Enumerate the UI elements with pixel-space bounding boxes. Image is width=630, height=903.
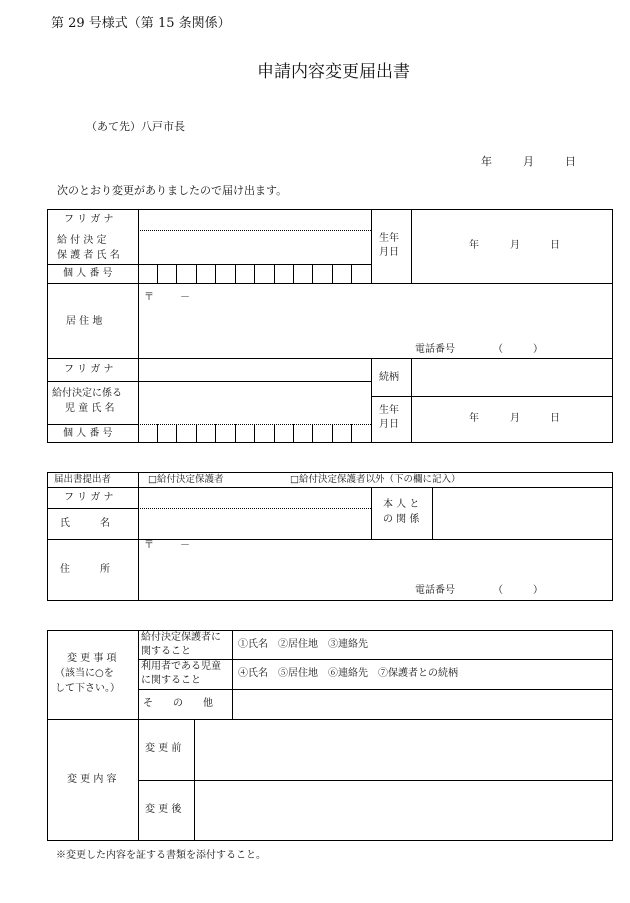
guardian-furigana-label: フ リ ガ ナ: [64, 214, 114, 225]
change-items-label-3: して下さい。）: [55, 683, 120, 694]
submitter-table: [47, 472, 613, 601]
form-number: 第 29 号様式（第 15 条関係）: [51, 16, 231, 31]
submitter-option-other[interactable]: □給付決定保護者以外（下の欄に記入）: [290, 474, 461, 485]
change-content-label: 変 更 内 容: [67, 774, 117, 785]
submitter-name-label: 氏 名: [60, 518, 110, 529]
date-month: 月: [523, 155, 534, 168]
change-before-label: 変 更 前: [145, 743, 182, 754]
child-personal-number-label: 個 人 番 号: [63, 428, 113, 439]
change-row2-label-2: に関すること: [141, 675, 201, 686]
child-birth-day: 日: [550, 413, 560, 424]
guardian-birth-label-2: 月日: [379, 247, 399, 258]
guardian-birth-year: 年: [469, 240, 479, 251]
guardian-personal-number-label: 個 人 番 号: [63, 268, 113, 279]
guardian-name-label-2: 保 護 者 氏 名: [57, 250, 120, 261]
applicant-table: [47, 209, 613, 443]
submitter-option-guardian[interactable]: □給付決定保護者: [148, 474, 224, 485]
submitter-relation-label-1: 本 人 と: [383, 499, 420, 510]
change-items-label-2: （該当に○を: [55, 668, 114, 679]
child-relation-label: 続柄: [379, 372, 399, 383]
guardian-postal-mark: 〒: [144, 292, 154, 303]
submitter-phone-paren: （ ）: [493, 585, 543, 596]
change-row2-label-1: 利用者である児童: [141, 661, 221, 672]
child-name-label-2: 児 童 氏 名: [65, 403, 115, 414]
guardian-postal-dash: －: [180, 292, 190, 303]
footnote: ※変更した内容を証する書類を添付すること。: [56, 850, 266, 861]
child-birth-year: 年: [469, 413, 479, 424]
change-row3-label: そ の 他: [143, 698, 213, 709]
change-after-label: 変 更 後: [145, 804, 182, 815]
intro-text: 次のとおり変更がありましたので届け出ます。: [57, 184, 288, 197]
submitter-furigana-label: フ リ ガ ナ: [64, 492, 114, 503]
child-furigana-label: フ リ ガ ナ: [64, 364, 114, 375]
change-row1-label-2: 関すること: [141, 646, 191, 657]
submitter-postal-dash: －: [180, 540, 190, 551]
submitter-label: 届出書提出者: [54, 474, 112, 485]
changes-table: [47, 630, 613, 841]
change-row1-label-1: 給付決定保護者に: [141, 632, 221, 643]
date-day: 日: [565, 155, 576, 168]
child-name-label-1: 給付決定に係る: [52, 388, 122, 399]
change-items-label-1: 変 更 事 項: [67, 653, 117, 664]
guardian-birth-month: 月: [510, 240, 520, 251]
child-birth-label-2: 月日: [379, 419, 399, 430]
submitter-relation-label-2: の 関 係: [383, 514, 420, 525]
child-birth-month: 月: [510, 413, 520, 424]
change-row2-options[interactable]: ④氏名 ⑤居住地 ⑥連絡先 ⑦保護者との続柄: [238, 668, 458, 679]
guardian-name-label-1: 給 付 決 定: [57, 235, 107, 246]
date-year: 年: [481, 155, 492, 168]
page-title: 申請内容変更届出書: [257, 62, 410, 82]
guardian-birth-label-1: 生年: [379, 233, 399, 244]
submitter-phone-label: 電話番号: [415, 585, 455, 596]
submitter-address-label: 住 所: [60, 564, 110, 575]
guardian-birth-day: 日: [550, 240, 560, 251]
guardian-address-label: 居 住 地: [66, 316, 103, 327]
submitter-postal-mark: 〒: [144, 540, 154, 551]
child-birth-label-1: 生年: [379, 405, 399, 416]
addressee: （あて先）八戸市長: [86, 120, 185, 133]
guardian-phone-paren: （ ）: [493, 344, 543, 355]
change-row1-options[interactable]: ①氏名 ②居住地 ③連絡先: [238, 639, 368, 650]
guardian-phone-label: 電話番号: [415, 344, 455, 355]
